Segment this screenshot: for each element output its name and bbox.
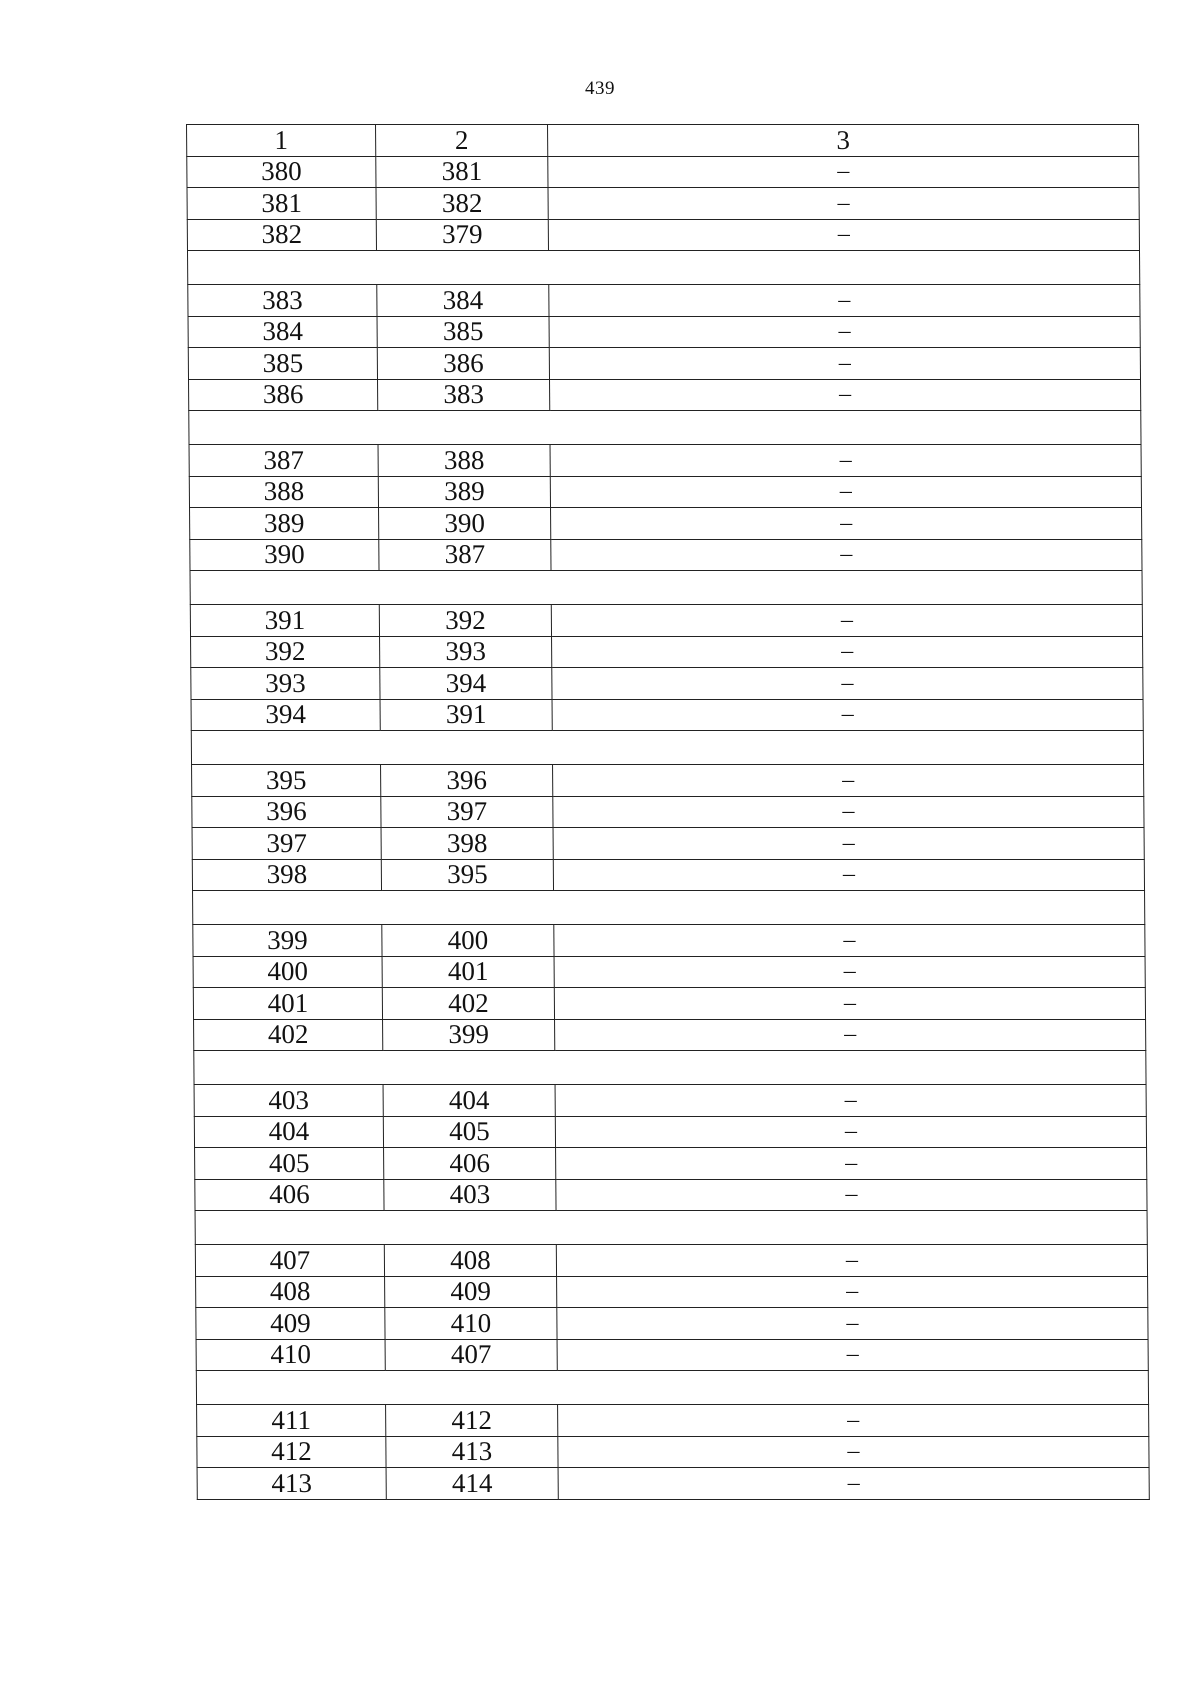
table-cell-col-1: 399 [193,925,382,957]
table-row [195,1148,1147,1180]
table-cell-col-2: 383 [378,379,550,411]
table-cell-col-2: 388 [378,445,550,477]
table-cell-col-1: 400 [193,956,382,988]
table-cell-col-1: 386 [189,379,378,411]
table-cell-col-2: 396 [381,765,553,797]
table-cell-col-2: 382 [376,188,548,220]
table-cell-col-3: – [556,1245,1147,1277]
table-row [194,1116,1146,1148]
table-cell-col-2: 398 [381,828,553,860]
table-cell-col-2: 390 [379,508,551,540]
table-cell-col-3: – [554,925,1145,957]
table-cell-col-2: 412 [386,1405,558,1437]
table-row [197,1405,1149,1437]
table-cell-col-3: – [555,1116,1146,1148]
table-cell-col-1: 405 [195,1148,384,1180]
table-row [191,699,1143,731]
table-cell-col-3: – [558,1436,1149,1468]
table-header-row [187,125,1139,157]
table-cell-col-3: – [553,828,1144,860]
table-row [192,859,1144,891]
separator-cell [187,251,1139,285]
table-row [188,348,1140,380]
separator-cell [196,1371,1148,1405]
table-cell-col-1: 412 [197,1436,386,1468]
group-separator-row [190,571,1142,605]
table-row [190,605,1142,637]
group-separator-row [195,1211,1147,1245]
table-cell-col-3: – [549,348,1140,380]
table-cell-col-2: 395 [381,859,553,891]
table-cell-col-1: 394 [191,699,380,731]
table-cell-col-2: 394 [380,668,552,700]
separator-cell [189,411,1141,445]
table-row [192,765,1144,797]
table-cell-col-2: 401 [382,956,554,988]
separator-cell [191,731,1143,765]
table-cell-col-1: 393 [191,668,380,700]
table-cell-col-3: – [553,765,1144,797]
table-cell-col-3: – [550,445,1141,477]
separator-cell [194,1051,1146,1085]
table-cell-col-1: 408 [196,1276,385,1308]
table-cell-col-3: – [554,988,1145,1020]
table-cell-col-1: 389 [190,508,379,540]
table-cell-col-2: 379 [376,219,548,251]
table-cell-col-1: 401 [193,988,382,1020]
table-row [189,379,1141,411]
table-row [196,1308,1148,1340]
table-row [187,219,1139,251]
table-cell-col-2: 407 [385,1339,557,1371]
group-separator-row [191,731,1143,765]
table-row [189,445,1141,477]
page-number: 439 [585,78,615,99]
separator-cell [190,571,1142,605]
table-row [194,1085,1146,1117]
table-cell-col-1: 410 [196,1339,385,1371]
table-cell-col-3: – [558,1405,1149,1437]
table-cell-col-2: 389 [378,476,550,508]
table-cell-col-3: – [548,156,1139,188]
separator-cell [195,1211,1147,1245]
table-cell-col-3: – [558,1468,1149,1500]
table-row [189,476,1141,508]
table-cell-col-1: 395 [192,765,381,797]
table-row [196,1339,1148,1371]
table-cell-col-1: 390 [190,539,379,571]
table-cell-col-3: – [554,956,1145,988]
table-cell-col-2: 391 [380,699,552,731]
table-cell-col-1: 402 [194,1019,383,1051]
table-cell-col-2: 385 [377,316,549,348]
table-cell-col-1: 396 [192,796,381,828]
table-cell-col-3: – [551,539,1142,571]
table-cell-col-3: – [553,796,1144,828]
table-cell-col-1: 388 [189,476,378,508]
table-cell-col-1: 406 [195,1179,384,1211]
header-cell-3: 3 [548,125,1139,157]
table-cell-col-2: 400 [382,925,554,957]
table-cell-col-1: 381 [187,188,376,220]
table-cell-col-1: 383 [188,285,377,317]
table-cell-col-3: – [551,605,1142,637]
table-cell-col-1: 398 [192,859,381,891]
table-row [191,668,1143,700]
table-row [192,796,1144,828]
table-cell-col-1: 380 [187,156,376,188]
table-cell-col-3: – [552,636,1143,668]
group-separator-row [187,251,1139,285]
table-cell-col-2: 408 [384,1245,556,1277]
table-cell-col-3: – [550,476,1141,508]
table-cell-col-3: – [556,1148,1147,1180]
table-cell-col-1: 404 [194,1116,383,1148]
table-row [197,1468,1149,1500]
table-cell-col-3: – [552,699,1143,731]
table-cell-col-3: – [556,1179,1147,1211]
table-row [190,508,1142,540]
table-cell-col-2: 392 [379,605,551,637]
table-row [192,828,1144,860]
separator-cell [193,891,1145,925]
table-cell-col-1: 392 [191,636,380,668]
table-row [193,956,1145,988]
table-row [193,925,1145,957]
table-row [187,156,1139,188]
table-cell-col-2: 399 [383,1019,555,1051]
table-cell-col-2: 384 [377,285,549,317]
table-cell-col-1: 391 [190,605,379,637]
table-cell-col-2: 387 [379,539,551,571]
table-cell-col-2: 402 [382,988,554,1020]
table-cell-col-3: – [557,1276,1148,1308]
table-cell-col-2: 406 [384,1148,556,1180]
table-cell-col-3: – [555,1085,1146,1117]
table-row [195,1245,1147,1277]
table-cell-col-2: 397 [381,796,553,828]
table-cell-col-2: 386 [377,348,549,380]
table-cell-col-2: 409 [385,1276,557,1308]
table-cell-col-1: 411 [197,1405,386,1437]
table-row [188,285,1140,317]
group-separator-row [193,891,1145,925]
table-row [193,988,1145,1020]
table-cell-col-3: – [557,1339,1148,1371]
table-cell-col-2: 413 [386,1436,558,1468]
table-row [190,539,1142,571]
table-cell-col-3: – [552,668,1143,700]
table-row [191,636,1143,668]
table-cell-col-2: 405 [383,1116,555,1148]
table-cell-col-1: 413 [197,1468,386,1500]
group-separator-row [196,1371,1148,1405]
table-cell-col-1: 382 [187,219,376,251]
table-cell-col-1: 407 [195,1245,384,1277]
table-row [194,1019,1146,1051]
table-cell-col-2: 414 [386,1468,558,1500]
table-cell-col-1: 384 [188,316,377,348]
table-cell-col-2: 403 [384,1179,556,1211]
table-cell-col-1: 397 [192,828,381,860]
table-cell-col-3: – [551,508,1142,540]
table-row [196,1276,1148,1308]
table-cell-col-3: – [548,219,1139,251]
table-cell-col-1: 403 [194,1085,383,1117]
table-row [188,316,1140,348]
table-row [187,188,1139,220]
data-table [186,124,1150,1500]
table-body [187,125,1150,1500]
table-cell-col-2: 404 [383,1085,555,1117]
table-cell-col-1: 387 [189,445,378,477]
table-cell-col-2: 393 [380,636,552,668]
table-row [195,1179,1147,1211]
table-cell-col-3: – [548,188,1139,220]
table-cell-col-3: – [555,1019,1146,1051]
group-separator-row [194,1051,1146,1085]
table-cell-col-1: 409 [196,1308,385,1340]
header-cell-2: 2 [376,125,548,157]
table-cell-col-3: – [550,379,1141,411]
table-cell-col-3: – [553,859,1144,891]
table-row [197,1436,1149,1468]
table-cell-col-1: 385 [188,348,377,380]
table-cell-col-3: – [549,285,1140,317]
header-cell-1: 1 [187,125,376,157]
group-separator-row [189,411,1141,445]
table-cell-col-2: 381 [376,156,548,188]
table-cell-col-3: – [549,316,1140,348]
table-cell-col-3: – [557,1308,1148,1340]
table-cell-col-2: 410 [385,1308,557,1340]
